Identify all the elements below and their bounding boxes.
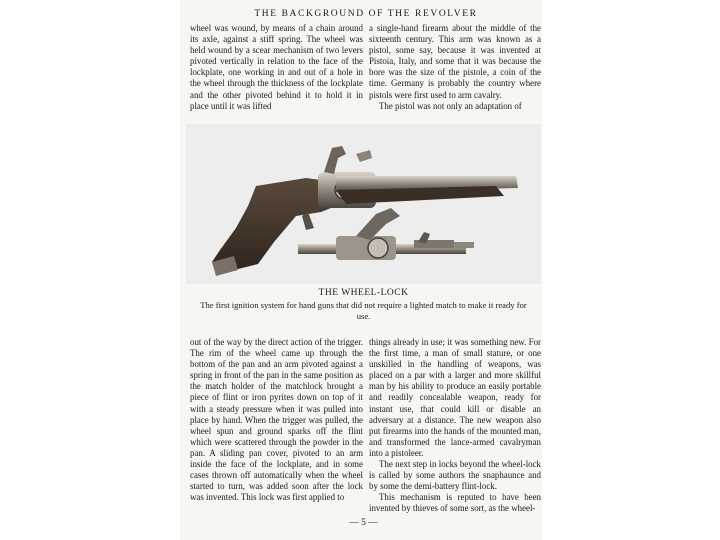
paragraph: The pistol was not only an adaptation of	[379, 100, 522, 111]
paragraph: a single-hand firearm about the middle of the sixteenth century. This arm was known as a pistol, some say, because it was invented at Pistoia, Italy, and some that it was because the bore was the size of the pistole, a coin of the time. Germany is probably the country where pistols were first used to arm cavalry.	[369, 23, 541, 100]
page-number: — 5 —	[349, 518, 378, 528]
column-bottom-left	[190, 337, 363, 503]
column-bottom-right	[369, 337, 541, 515]
column-top-right	[369, 23, 541, 112]
running-head: THE BACKGROUND OF THE REVOLVER	[254, 9, 478, 19]
paragraph: This mechanism is reputed to have been invented by thieves of some sort, as the wheel-	[369, 492, 541, 514]
figure-caption: The first ignition system for hand guns that did not require a lighted match to make it ready for use.	[200, 300, 527, 321]
wheel-lock-photo	[186, 124, 541, 284]
paragraph: The next step in locks beyond the wheel-lock is called by some authors the snaphaunce and by some the demi-battery flint-lock.	[369, 459, 541, 492]
paragraph: things already in use; it was something new. For the first time, a man of small stature, or one unskilled in the handling of weapons, was placed on a par with a larger and more skillful man by his ability to produce an easily portable and readily concealable weapon, ready for instant use, that could kill or disable an adversary at a distance. The new weapon also put firearms into the hands of the mounted man, and transformed the lance-armed cavalryman into a pistoleer.	[369, 337, 541, 458]
paragraph: wheel was wound, by means of a chain around its axle, against a stiff spring. The wheel was held wound by a scear mechanism of two levers pivoted vertically in relation to the face of the lockplate, one working in and out of a hole in the wheel through the thickness of the lockplate and the other pivoted behind it to hold it in place until it was lifted	[190, 23, 363, 111]
figure-title: THE WHEEL-LOCK	[318, 288, 409, 298]
column-top-left	[190, 23, 363, 112]
paragraph: out of the way by the direct action of the trigger. The rim of the wheel came up through the bottom of the pan and an arm pivoted against a spring in front of the pan in the same position as the match holder of the matchlock brought a piece of flint or iron pyrites down on top of it with a steady pressure when it was pulled into place by hand. When the trigger was pulled, the wheel spun and ground sparks off the flint which were scattered through the powder in the pan. A sliding pan cover, pivoted to an arm inside the face of the lockplate, and in some cases thrown off automatically when the wheel started to turn, was added soon after the lock was invented. This lock was first applied to	[190, 337, 363, 503]
